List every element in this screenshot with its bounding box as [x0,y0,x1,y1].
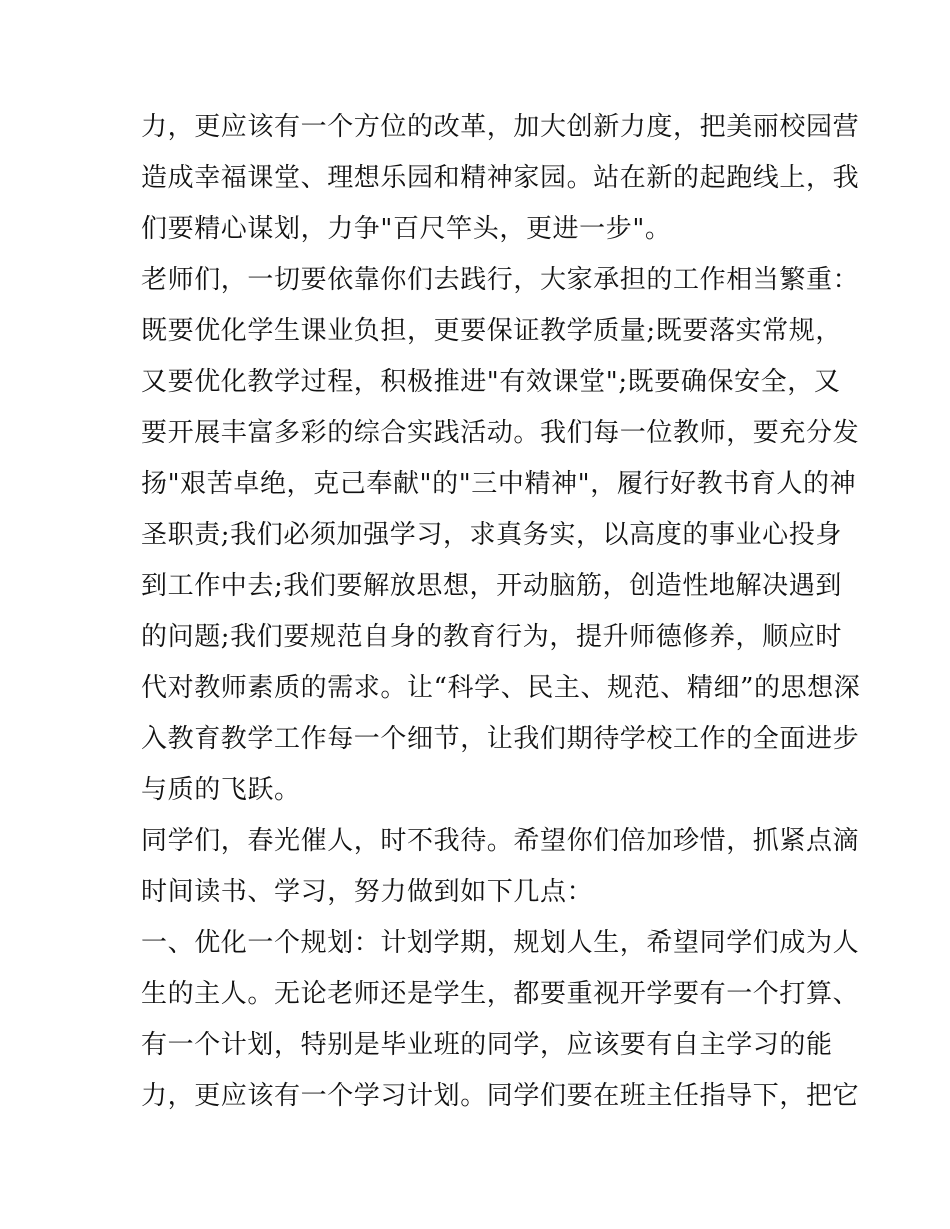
text-line-8: 扬"艰苦卓绝，克己奉献"的"三中精神"，履行好教书育人的神 [141,469,857,499]
text-line-5: 既要优化学生课业负担，更要保证教学质量;既要落实常规， [141,316,842,346]
text-line-17: 一、优化一个规划：计划学期，规划人生，希望同学们成为人 [141,928,860,958]
text-line-2: 造成幸福课堂、理想乐园和精神家园。站在新的起跑线上，我 [141,163,860,193]
text-line-20: 力，更应该有一个学习计划。同学们要在班主任指导下，把它 [141,1081,860,1111]
text-line-3: 们要精心谋划，力争"百尺竿头，更进一步"。 [141,214,672,244]
text-line-12: 代对教师素质的需求。让“科学、民主、规范、精细”的思想深 [141,673,861,703]
text-line-16: 时间读书、学习，努力做到如下几点： [141,877,594,907]
text-line-7: 要开展丰富多彩的综合实践活动。我们每一位教师，要充分发 [141,418,860,448]
text-line-11: 的问题;我们要规范自身的教育行为，提升师德修养，顺应时 [141,622,842,652]
text-line-1: 力，更应该有一个方位的改革，加大创新力度，把美丽校园营 [141,112,860,142]
text-line-15: 同学们，春光催人，时不我待。希望你们倍加珍惜，抓紧点滴 [141,826,860,856]
text-line-10: 到工作中去;我们要解放思想，开动脑筋，创造性地解决遇到 [141,571,842,601]
text-line-18: 生的主人。无论老师还是学生，都要重视开学要有一个打算、 [141,979,860,1009]
text-line-13: 入教育教学工作每一个细节，让我们期待学校工作的全面进步 [141,724,860,754]
text-line-6: 又要优化教学过程，积极推进"有效课堂";既要确保安全，又 [141,367,841,397]
document-body [141,102,861,1122]
text-line-14: 与质的飞跃。 [141,775,301,805]
text-line-19: 有一个计划，特别是毕业班的同学，应该要有自主学习的能 [141,1030,833,1060]
text-line-4: 老师们，一切要依靠你们去践行，大家承担的工作相当繁重： [141,265,860,295]
text-line-9: 圣职责;我们必须加强学习，求真务实，以高度的事业心投身 [141,520,842,550]
